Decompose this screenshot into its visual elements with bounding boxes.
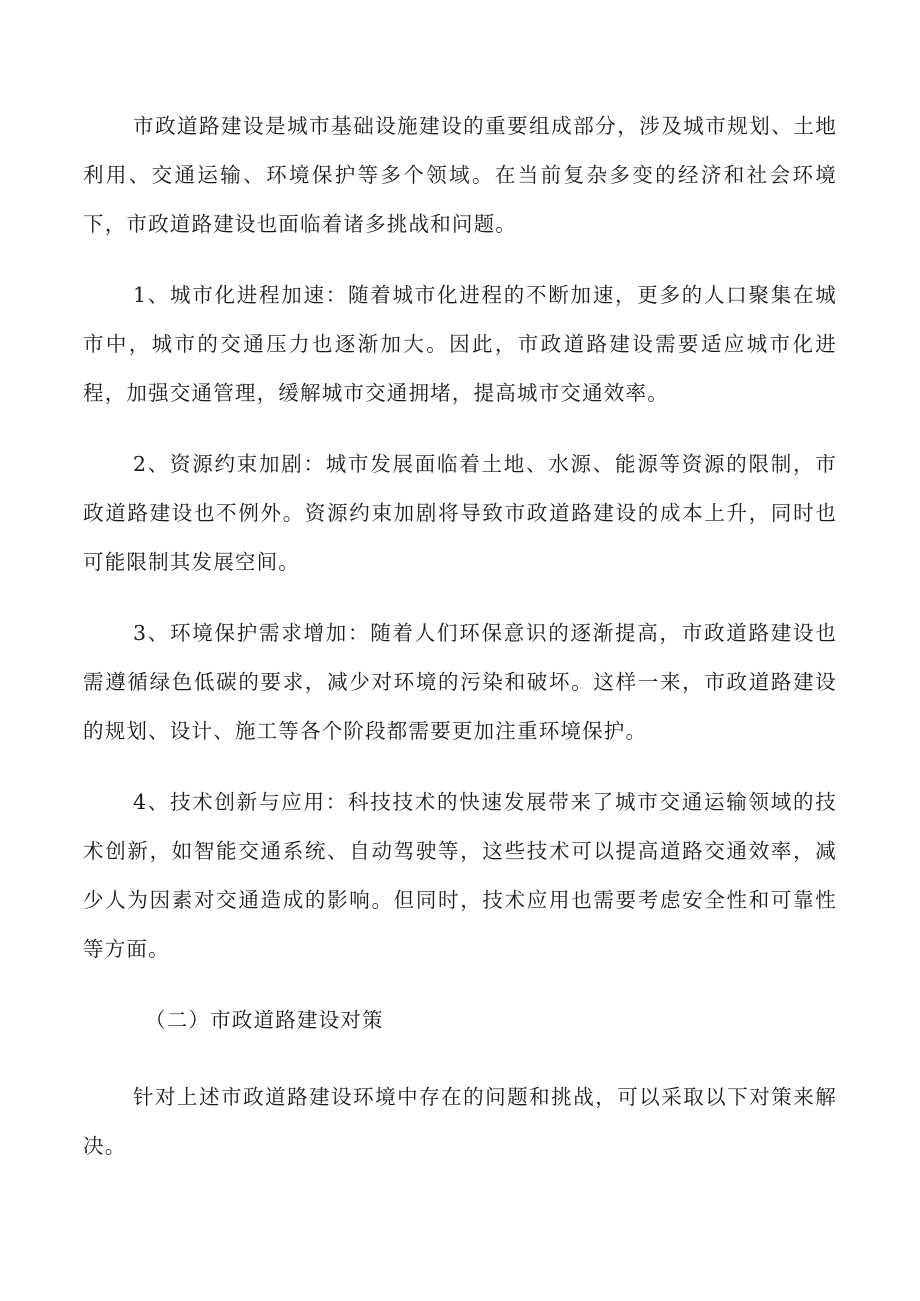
section-heading: （二）市政道路建设对策: [145, 1008, 384, 1032]
paragraph-closing: 针对上述市政道路建设环境中存在的问题和挑战，可以采取以下对策来解决。: [83, 1085, 837, 1158]
paragraph-technology: 4、技术创新与应用：科技技术的快速发展带来了城市交通运输领域的技术创新，如智能交通系统、自动驾驶等，这些技术可以提高道路交通效率，减少人为因素对交通造成的影响。但同时，技术应用也需要考虑安全性和可靠性等方面。: [83, 790, 837, 961]
paragraph-intro: 市政道路建设是城市基础设施建设的重要组成部分，涉及城市规划、土地利用、交通运输、环境保护等多个领域。在当前复杂多变的经济和社会环境下，市政道路建设也面临着诸多挑战和问题。: [83, 114, 837, 236]
document-page: [83, 102, 837, 1193]
paragraph-urbanization: 1、城市化进程加速：随着城市化进程的不断加速，更多的人口聚集在城市中，城市的交通压力也逐渐加大。因此，市政道路建设需要适应城市化进程，加强交通管理，缓解城市交通拥堵，提高城市交通效率。: [83, 283, 837, 405]
paragraph-environment: 3、环境保护需求增加：随着人们环保意识的逐渐提高，市政道路建设也需遵循绿色低碳的要求，减少对环境的污染和破坏。这样一来，市政道路建设的规划、设计、施工等各个阶段都需要更加注重环境保护。: [83, 621, 837, 743]
paragraph-resources: 2、资源约束加剧：城市发展面临着土地、水源、能源等资源的限制，市政道路建设也不例外。资源约束加剧将导致市政道路建设的成本上升，同时也可能限制其发展空间。: [83, 452, 837, 574]
